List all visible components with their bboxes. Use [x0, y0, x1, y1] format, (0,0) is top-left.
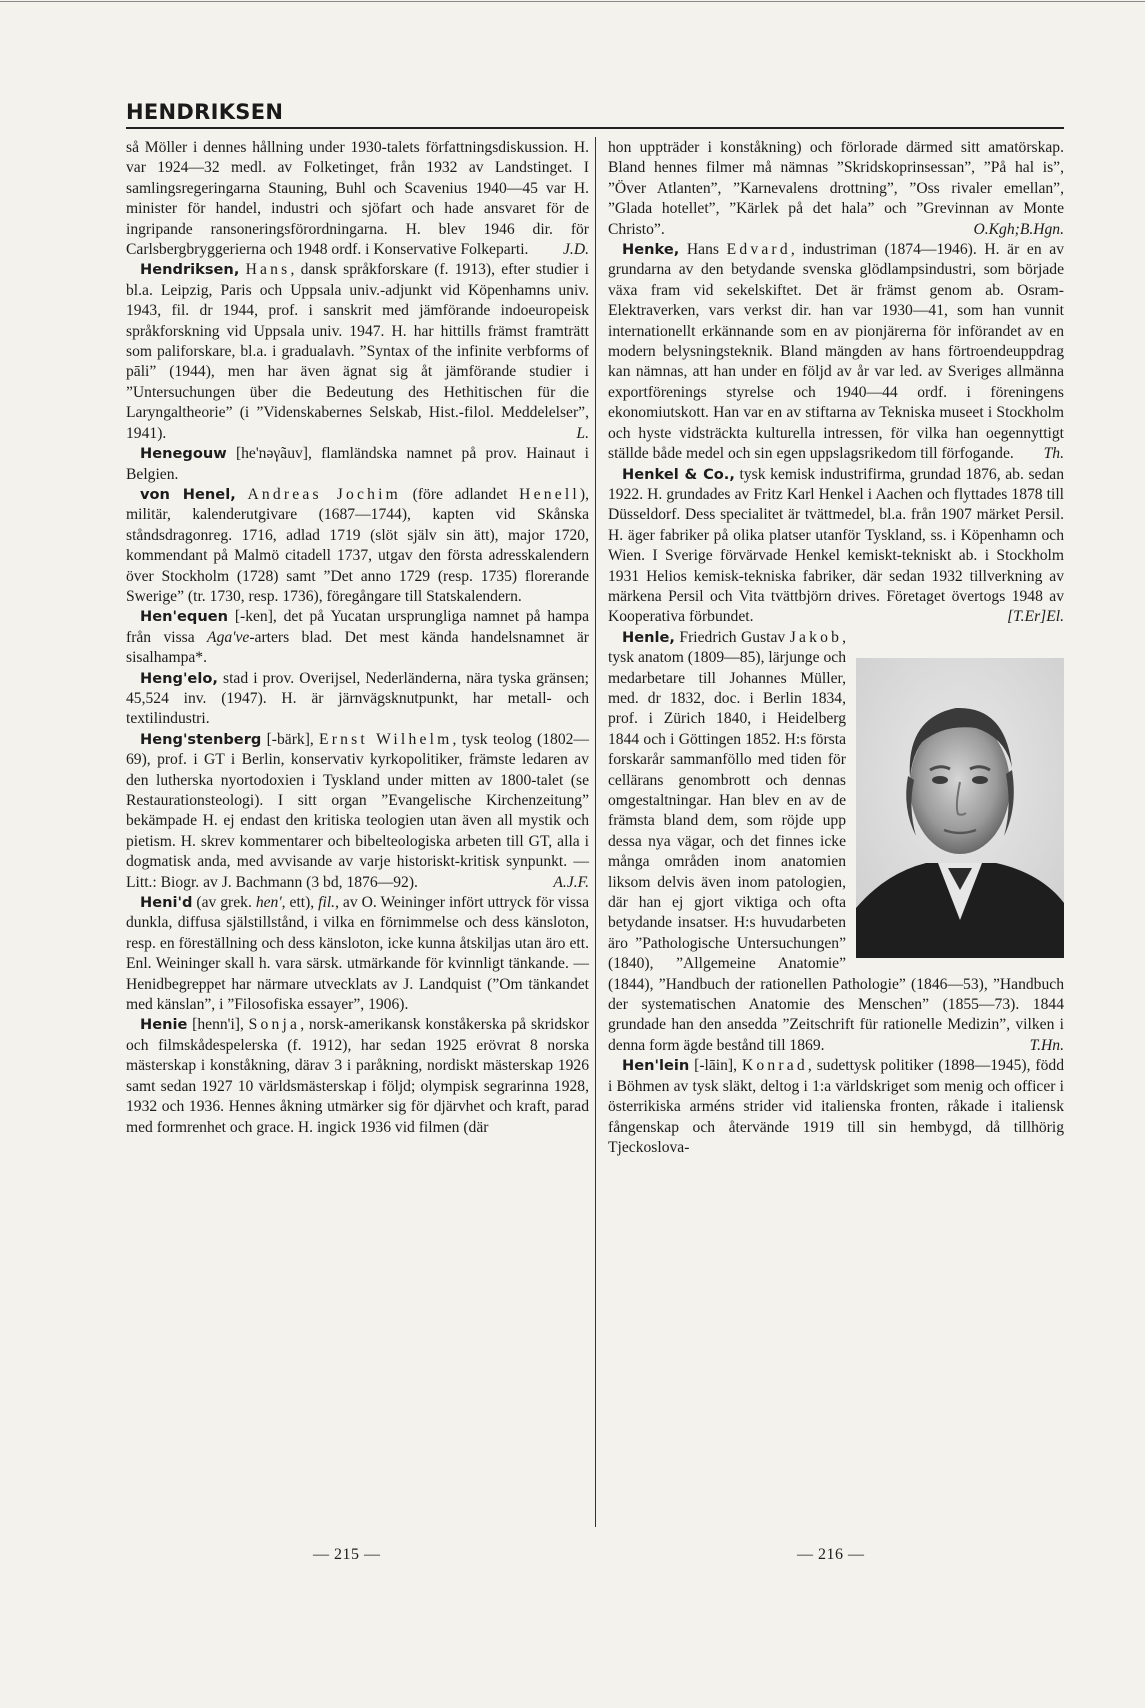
- entry-text: , sudettysk politiker (1898—1945), född i Böhmen av tysk släkt, deltog i 1:a världskriget som menig och officer i österrikiska arméns strider vid italienska fronten, råkade i italiensk fångenskap och återvände 1919 till sin hembygd, då tillhörig Tjeckoslova-: [608, 1057, 1064, 1156]
- given-name: Ernst Wilhelm: [319, 730, 453, 748]
- entry-text: stad i prov. Overijsel, Nederländerna, nära tyska gränsen; 45,524 inv. (1947). H. är järnvägsknutpunkt, har metall- och textilindustri.: [126, 669, 589, 728]
- headword: Henie: [140, 1016, 188, 1034]
- headword: Henegouw: [140, 445, 227, 463]
- headword: Hen'lein: [622, 1057, 690, 1075]
- author-signature: L.: [576, 424, 589, 442]
- entry-henid: [126, 893, 589, 1015]
- right-column: [608, 138, 1064, 1158]
- given-name: Sonja: [248, 1016, 301, 1034]
- headword: Henle,: [622, 628, 675, 646]
- entry-text: (före adlandet: [400, 485, 520, 503]
- author-signature: O.Kgh;B.Hgn.: [973, 220, 1064, 238]
- headword: Henkel & Co.,: [622, 465, 735, 483]
- headword: von Henel,: [140, 485, 236, 503]
- header-rule: [126, 127, 1064, 129]
- headword: Heng'elo,: [140, 669, 218, 687]
- entry-von-henel: [126, 485, 589, 607]
- entry-text: Friedrich Gustav: [674, 628, 790, 646]
- author-signature: Th.: [1043, 445, 1064, 463]
- entry-text: hon uppträder i konståkning) och förlorade därmed sitt amatörskap. Bland hennes filmer må nämnas ”Skridskoprinsessan”, ”På hal is”, ”Över Atlanten”, ”Karnevalens drottning”, ”Oss rivaler emellan”, ”Glada hotellet”, ”Kärlek på det hala” och ”Grevinnan av Monte Christo”.: [608, 139, 1064, 238]
- headword: Heng'stenberg: [140, 730, 262, 748]
- given-name: Hans: [245, 261, 291, 279]
- entry-text: [-lāin],: [689, 1057, 742, 1075]
- latin-term: Aga've: [207, 628, 250, 646]
- entry-text: , ett),: [281, 894, 319, 912]
- entry-text: ), militär, kalenderutgivare (1687—1744), kapten vid Skånska ståndsdragonreg. 1716, adlad 1719 (slöt själv sin ätt), major 1720, kommendant på Malmö citadell 1737, utgav den första adresskalendern över Stockholm (1728) samt ”Det anno 1729 (resp. 1735) florerande Swerige” (tr. 1730, resp. 1736), föregångare till Statskalendern.: [126, 485, 589, 605]
- page-top-line: [0, 1, 1145, 2]
- headword: Heni'd: [140, 894, 193, 912]
- entry-henlein: [608, 1056, 1064, 1158]
- birth-name: Henell: [519, 485, 580, 503]
- headword: Hendriksen,: [140, 261, 240, 279]
- page-number-left: — 215 —: [313, 1546, 381, 1563]
- entry-text: [-bärk],: [261, 730, 320, 748]
- entry-text: , dansk språkforskare (f. 1913), efter studier i bl.a. Leipzig, Paris och Uppsala univ.-adjunkt vid Köpenhamns univ. 1943, fil. dr 1944, prof. i sanskrit med jämförande indoeuropeisk språkforskning vid Uppsala univ. 1947. H. har hittills främst framträtt som paliforskare, bl.a. i gradualavh. ”Syntax of the infinite verbforms of pāli” (1944), men har även ägnat sig åt jämförande studier i ”Untersuchungen über die Bedeutung des Hethitischen für die Laryngaltheorie” (i ”Videnskabernes Selskab, Hist.-filol. Meddelelser”, 1941).: [126, 261, 589, 442]
- entry-text: tysk kemisk industrifirma, grundad 1876, ab. sedan 1922. H. grundades av Fritz Karl Henkel i Aachen och flyttades 1878 till Düsseldorf. Dess specialitet är tvättmedel, bl.a. från 1907 märket Persil. H. äger fabriker på olika platser utanför Tyskland, ss. i Köpenhamn och Wien. I Sverige förvärvade Henkel kemiskt-tekniskt ab. i Stockholm 1931 Helios kemisk-tekniska fabriker, där sedan 1932 tillverkning av märkena Persil och Vita tvättbjörn drives. Företaget övertogs 1948 av Kooperativa förbundet.: [608, 465, 1064, 626]
- entry-text: [henn'i],: [187, 1016, 249, 1034]
- left-column: [126, 138, 589, 1138]
- entry-text: så Möller i dennes hållning under 1930-talets författningsdiskussion. H. var 1924—32 medl. av Folketinget, från 1932 av Landstinget. I samlingsregeringarna Stauning, Buhl och Scavenius 1940—45 var H. minister för handel, industri och sjöfart och hade ansvaret för de ingripande ransoneringsförordningarna. H. blev 1946 dir. för Carlsbergbryggerierna och 1948 ordf. i Konservative Folkeparti.: [126, 139, 589, 259]
- entry-text: , tysk anatom (1809—85), lärjunge och medarbetare till Johannes Müller, med. dr 1832, doc. i Berlin 1834, prof. i Zürich 1840, i Heidelberg 1844 och i Göttingen 1852. H:s första forskarår sammanföllo med tiden för cellärans genombrott och dennas omgestaltningar. Han blev en av de främsta bland dem, som röjde upp dessa nya vägar, och det finnes icke många områden inom anatomien liksom delvis även inom patologien, där han ej gjort viktiga och ofta betydande insatser. H:s huvudarbeten äro ”Pathologische Untersuchungen” (1840), ”Allgemeine Anatomie” (1844), ”Handbuch der rationellen Pathologie” (1846—53), ”Handbuch der systematischen Anatomie des Menschen” (1855—73). 1844 grundade han den ansedda ”Zeitschrift für rationelle Medizin”, vilken i denna form ägde bestånd till 1869.: [608, 628, 1064, 1054]
- author-signature: J.D.: [563, 241, 589, 259]
- entry-text: , av O. Weininger infört uttryck för vissa dunkla, diffusa själstillstånd, i vilka en förnimmelse och dess känsloton, resp. en föreställning och dess känsloton, icke kunna åtskiljas utan äro ett. Enl. Weininger skall h. vara särsk. utmärkande för kvinnligt tänkande. — Henidbegreppet har närmare utvecklats av J. Landquist (”Om tänkandet med känslan”, i ”Filosofiska essayer”, 1906).: [126, 894, 590, 1014]
- greek-term: hen': [255, 894, 282, 912]
- portrait-henle: [856, 658, 1064, 958]
- entry-text: [-ken], det på Yucatan ursprungliga namnet på hampa från vissa: [126, 608, 589, 646]
- entry-hendriksen-continued: [126, 138, 589, 260]
- entry-text: (av grek.: [192, 894, 256, 912]
- column-divider: [595, 137, 596, 1527]
- headword: Hen'equen: [140, 608, 228, 626]
- entry-henke: [608, 240, 1064, 464]
- entry-henkel: [608, 465, 1064, 628]
- given-name: Andreas Jochim: [247, 485, 401, 503]
- given-name: Konrad: [741, 1057, 808, 1075]
- entry-henie-continued: [608, 138, 1064, 240]
- entry-henegouw: [126, 444, 589, 485]
- entry-henequen: [126, 607, 589, 668]
- entry-text: , industriman (1874—1946). H. är en av grundarna av den betydande svenska glödlampsindustri, som började växa fram vid sekelskiftet. Det är främst genom ab. Osram-Elektraverken, vars verkst dir. han var 1930—41, som han vunnit internationellt erkännande som en av pionjärerna för införandet av en modern belysningsteknik. Bland mängden av hans förtroendeuppdrag kan nämnas, att han under en följd av år var led. av Sveriges allmänna exportförenings styrelse och 1940—44 ordf. i föreningens ekonomiutskott. Han var en av stiftarna av Tekniska museet i Stockholm och hyste vidsträckta kulturella intressen, för vilka han oegennyttigt ställde både medel och sin egen uppslagsrikedom till förfogande.: [608, 241, 1064, 463]
- field-abbreviation: fil.: [318, 894, 336, 912]
- entry-hendriksen-hans: [126, 260, 589, 444]
- page-number-right: — 216 —: [797, 1546, 865, 1563]
- entry-text: , tysk teolog (1802—69), prof. i GT i Berlin, konservativ kyrkopolitiker, främste ledaren av den lutherska nyortodoxien i Tyskland under mitten av 1800-talet (se Restaurationsteologi). I sitt organ ”Evangelische Kirchenzeitung” bekämpade H. ej endast den kritiska teologien utan även all mystik och pietism. H. skrev kommentarer och bibelteologiska arbeten till GT, alla i dogmatisk anda, med avvisande av varje historiskt-kritisk synpunkt. — Litt.: Biogr. av J. Bachmann (3 bd, 1876—92).: [126, 730, 590, 891]
- entry-henie: [126, 1015, 589, 1137]
- entry-text: -arters blad. Det mest kända handelsnamnet är sisalhampa*.: [126, 628, 589, 667]
- headword: Henke,: [622, 241, 680, 259]
- entry-text: , norsk-amerikansk konståkerska på skridskor och filmskådespelerska (f. 1912), har sedan 1925 erövrat 8 norska mästerskap i konståkning, därav 3 i paråkning, nordiskt mästerskap 1926 samt sedan 1927 10 världsmästerskap i följd; olympisk segrarinna 1928, 1932 och 1936. Hennes åkning utmärker sig för djärvhet och kraft, parad med formrenhet och grace. H. ingick 1936 vid filmen (där: [126, 1016, 589, 1136]
- running-header: HENDRIKSEN: [126, 100, 284, 124]
- entry-henle: [608, 628, 1064, 1057]
- given-name: Jakob: [789, 628, 843, 646]
- author-signature: A.J.F.: [553, 873, 589, 891]
- author-signature: T.Hn.: [1029, 1036, 1064, 1054]
- entry-text: [he'nəγãuv], flamländska namnet på prov. Hainaut i Belgien.: [126, 445, 589, 483]
- entry-hengstenberg: [126, 730, 589, 893]
- entry-hengelo: [126, 669, 589, 730]
- given-name: Edvard: [726, 241, 791, 259]
- entry-text: Hans: [679, 241, 727, 259]
- author-signature: [T.Er]El.: [1007, 608, 1064, 626]
